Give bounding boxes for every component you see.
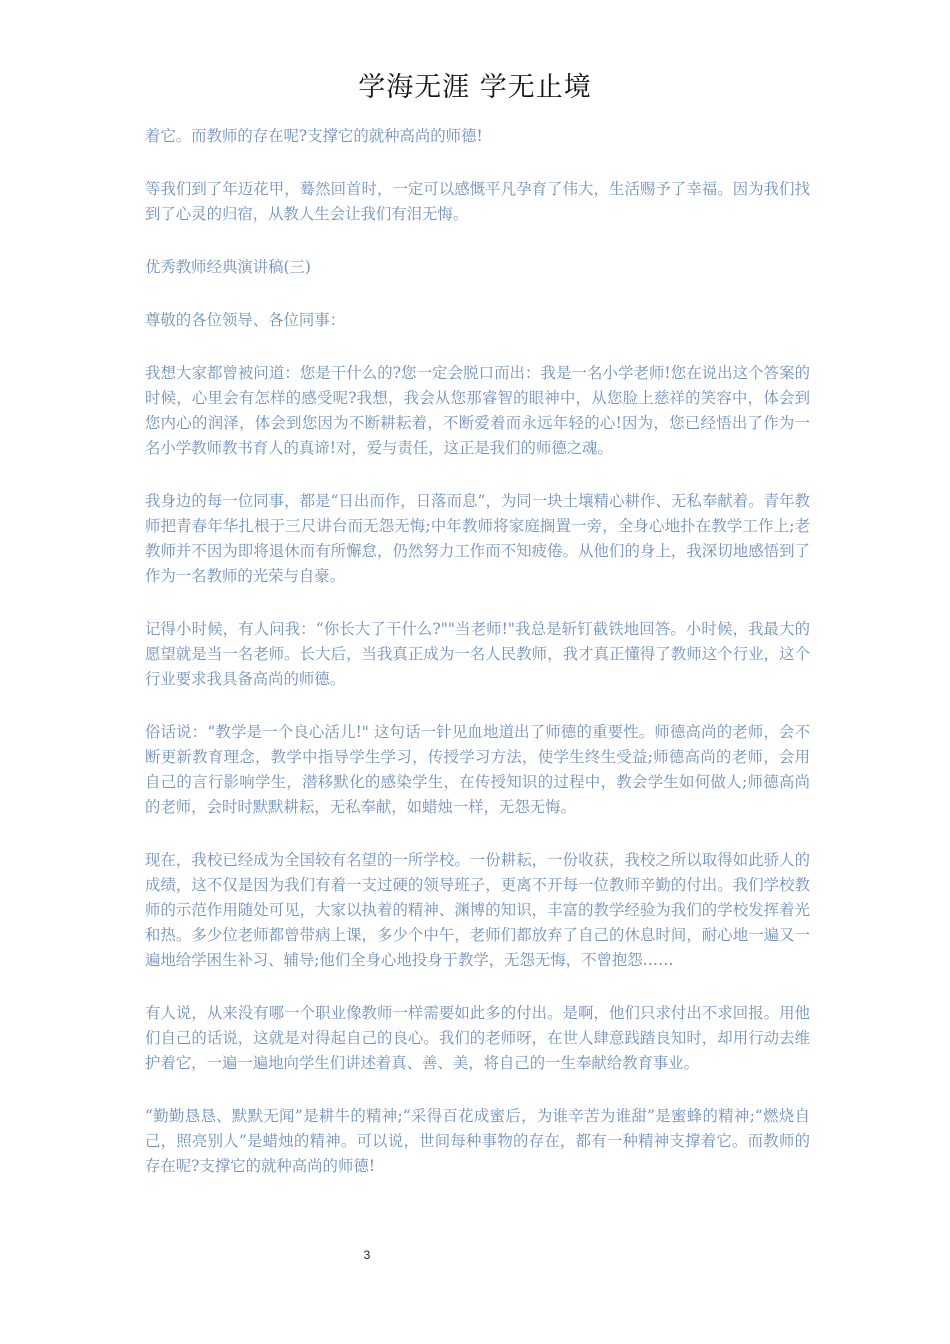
page-number: 3 [363, 1248, 371, 1262]
paragraph: 俗话说：“教学是一个良心活儿!" 这句话一针见血地道出了师德的重要性。师德高尚的老师，会不断更新教育理念，教学中指导学生学习，传授学习方法，使学生终生受益;师德高尚的老师，会用自己的言行影响学生，潜移默化的感染学生，在传授知识的过程中，教会学生如何做人;师德高尚的老师，会时时默默耕耘，无私奉献，如蜡烛一样，无怨无悔。 [145, 723, 810, 816]
paragraph: 我想大家都曾被问道：您是干什么的?您一定会脱口而出：我是一名小学老师!您在说出这个答案的时候，心里会有怎样的感受呢?我想，我会从您那睿智的眼神中，从您脸上慈祥的笑容中，体会到您内心的润泽，体会到您因为不断耕耘着，不断爱着而永远年轻的心!因为，您已经悟出了作为一名小学教师教书育人的真谛!对，爱与责任，这正是我们的师德之魂。 [145, 364, 810, 457]
paragraph: 我身边的每一位同事，都是“日出而作，日落而息”，为同一块土壤精心耕作、无私奉献着。青年教师把青春年华扎根于三尺讲台而无怨无悔;中年教师将家庭搁置一旁，全身心地扑在教学工作上;老教师并不因为即将退休而有所懈怠，仍然努力工作而不知疲倦。从他们的身上，我深切地感悟到了作为一名教师的光荣与自豪。 [145, 492, 810, 585]
page-header-title: 学海无涯 学无止境 [358, 72, 592, 103]
paragraph: 有人说，从来没有哪一个职业像教师一样需要如此多的付出。是啊，他们只求付出不求回报。用他们自己的话说，这就是对得起自己的良心。我们的老师呀，在世人肆意践踏良知时，却用行动去维护着它，一遍一遍地向学生们讲述着真、善、美，将自己的一生奉献给教育事业。 [145, 1004, 810, 1072]
paragraph: 现在，我校已经成为全国较有名望的一所学校。一份耕耘，一份收获，我校之所以取得如此骄人的成绩，这不仅是因为我们有着一支过硬的领导班子，更离不开每一位教师辛勤的付出。我们学校教师的示范作用随处可见，大家以执着的精神、渊博的知识，丰富的教学经验为我们的学校发挥着光和热。多少位老师都曾带病上课，多少个中午，老师们都放弃了自己的休息时间，耐心地一遍又一遍地给学困生补习、辅导;他们全身心地投身于教学，无怨无悔，不曾抱怨…… [145, 851, 810, 969]
paragraph: 等我们到了年迈花甲，蓦然回首时，一定可以感慨平凡孕育了伟大，生活赐予了幸福。因为我们找到了心灵的归宿，从教人生会让我们有泪无悔。 [145, 180, 810, 223]
body-text [145, 124, 810, 1207]
paragraph-continuation: 着它。而教师的存在呢?支撑它的就种高尚的师德! [145, 127, 483, 145]
paragraph: 记得小时候，有人问我：“你长大了干什么?""当老师!"我总是斩钉截铁地回答。小时候，我最大的愿望就是当一名老师。长大后，当我真正成为一名人民教师，我才真正懂得了教师这个行业，这个行业要求我具备高尚的师德。 [145, 620, 810, 688]
salutation: 尊敬的各位领导、各位同事： [145, 311, 346, 329]
speech-title: 优秀教师经典演讲稿(三) [145, 258, 311, 276]
paragraph: “勤勤恳恳、默默无闻”是耕牛的精神;“采得百花成蜜后，为谁辛苦为谁甜”是蜜蜂的精神;“燃烧自己，照亮别人”是蜡烛的精神。可以说，世间每种事物的存在，都有一种精神支撑着它。而教师的存在呢?支撑它的就种高尚的师德! [145, 1107, 810, 1175]
